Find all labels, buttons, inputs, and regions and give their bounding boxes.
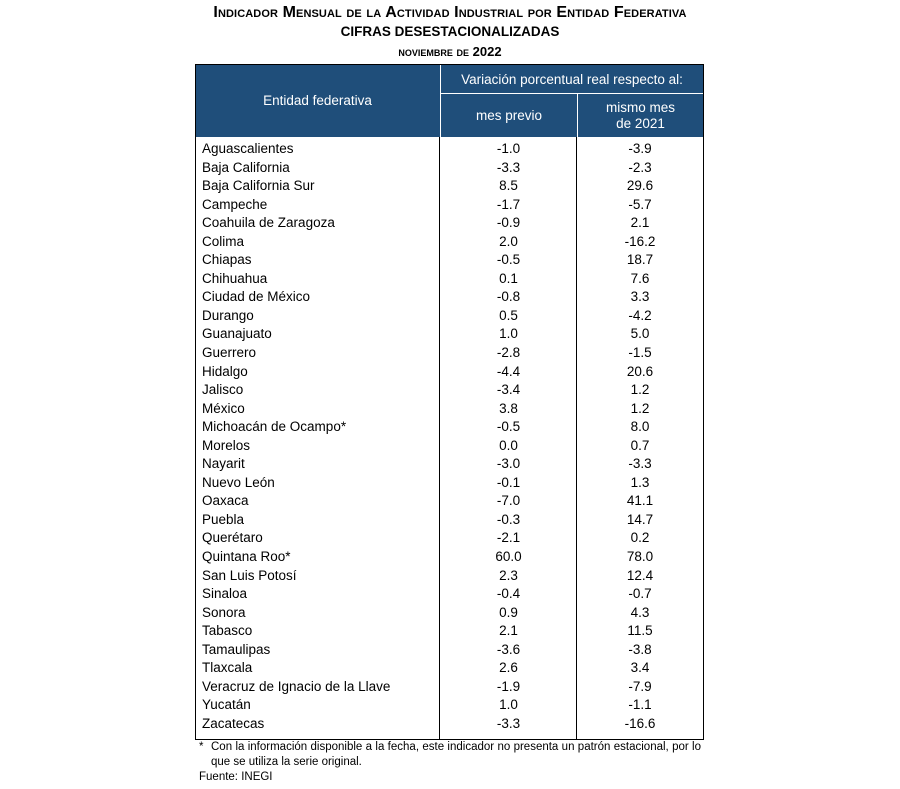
header-prev-month: mes previo [440, 94, 577, 137]
entity-cell: Chihuahua [202, 270, 268, 286]
same-month-cell: 1.3 [630, 474, 650, 490]
prev-month-cell: -3.6 [496, 641, 521, 657]
table-row [196, 641, 703, 660]
entity-cell: Oaxaca [202, 493, 249, 509]
entity-cell: Sinaloa [202, 586, 248, 602]
prev-month-cell: 0.1 [499, 270, 518, 286]
prev-month-cell: -3.3 [496, 159, 521, 175]
data-table [195, 64, 704, 740]
entity-cell: Coahuila de Zaragoza [202, 215, 335, 231]
footnote-text: Con la información disponible a la fecha, este indicador no presenta un patrón estacional, por lo que se utiliza la serie original. [211, 741, 701, 768]
table-row [196, 196, 703, 215]
prev-month-cell: -1.0 [496, 141, 521, 156]
table-row [196, 567, 703, 586]
same-month-cell: -16.6 [624, 715, 656, 731]
prev-month-cell: 2.6 [499, 660, 518, 676]
table-row [196, 233, 703, 252]
entity-cell: Colima [202, 233, 245, 249]
same-month-cell: 29.6 [626, 178, 654, 194]
same-month-cell: 3.3 [630, 289, 650, 305]
same-month-cell: 1.2 [630, 400, 650, 416]
same-month-cell: -16.2 [624, 233, 656, 249]
entity-cell: Jalisco [202, 382, 244, 398]
prev-month-cell: 1.0 [499, 697, 518, 713]
entity-cell: Tamaulipas [202, 641, 271, 657]
table-row [196, 159, 703, 178]
table-row [196, 715, 703, 734]
table-header [196, 65, 703, 137]
header-variation-group: Variación porcentual real respecto al: [440, 65, 703, 94]
prev-month-cell: -7.0 [496, 493, 521, 509]
entity-cell: Tabasco [202, 623, 253, 639]
entity-cell: Zacatecas [202, 715, 265, 731]
prev-month-cell: -2.1 [496, 530, 521, 546]
table-row [196, 140, 703, 159]
header-same-month [577, 94, 703, 137]
prev-month-cell: 0.5 [499, 307, 518, 323]
prev-month-cell: -2.8 [496, 345, 521, 361]
entity-cell: Baja California [202, 159, 290, 175]
prev-month-cell: 0.9 [499, 604, 518, 620]
prev-month-cell: 1.0 [499, 326, 518, 342]
entity-cell: Tlaxcala [202, 660, 253, 676]
same-month-cell: 3.4 [630, 660, 650, 676]
same-month-cell: 41.1 [626, 493, 654, 509]
prev-month-cell: -0.5 [496, 252, 521, 268]
same-month-cell: 4.3 [630, 604, 650, 620]
same-month-cell: -1.5 [628, 345, 652, 361]
table-row [196, 177, 703, 196]
entity-cell: Hidalgo [202, 363, 248, 379]
prev-month-cell: -0.4 [496, 586, 521, 602]
same-month-cell: 78.0 [626, 549, 654, 565]
header-same-month-line2: de 2021 [616, 115, 665, 131]
table-row [196, 696, 703, 715]
prev-month-cell: -3.3 [496, 715, 521, 731]
entity-cell: México [202, 400, 245, 416]
header-same-month-line1: mismo mes [605, 99, 675, 115]
prev-month-cell: -0.3 [496, 511, 521, 527]
entity-cell: Yucatán [202, 697, 251, 713]
same-month-cell: -0.7 [628, 586, 652, 602]
table-body [196, 140, 703, 734]
table-row [196, 659, 703, 678]
entity-cell: Michoacán de Ocampo* [202, 419, 347, 435]
table-row [196, 529, 703, 548]
prev-month-cell: 2.1 [499, 623, 518, 639]
table-row [196, 678, 703, 697]
prev-month-cell: -0.9 [496, 215, 521, 231]
prev-month-cell: -3.4 [496, 382, 521, 398]
prev-month-cell: -3.0 [496, 456, 521, 472]
prev-month-cell: 3.8 [499, 400, 518, 416]
same-month-cell: -3.3 [628, 456, 652, 472]
entity-cell: Guanajuato [202, 326, 272, 342]
report-subtitle: CIFRAS DESESTACIONALIZADAS [340, 24, 560, 39]
table-row [196, 270, 703, 289]
entity-cell: Querétaro [202, 530, 263, 546]
table-row [196, 288, 703, 307]
same-month-cell: 18.7 [626, 252, 654, 268]
same-month-cell: 5.0 [630, 326, 650, 342]
same-month-cell: 14.7 [626, 511, 654, 527]
prev-month-cell: -1.7 [496, 196, 521, 212]
report-period: noviembre de 2022 [398, 44, 502, 59]
entity-cell: Baja California Sur [202, 178, 315, 194]
prev-month-cell: -1.9 [496, 678, 521, 694]
entity-cell: Sonora [202, 604, 246, 620]
table-row [196, 492, 703, 511]
prev-month-cell: -0.5 [496, 419, 521, 435]
prev-month-cell: 2.0 [499, 233, 518, 249]
footnote-mark: * [199, 741, 204, 753]
same-month-cell: 0.2 [630, 530, 650, 546]
table-row [196, 604, 703, 623]
table-row [196, 455, 703, 474]
same-month-cell: -3.8 [628, 641, 652, 657]
header-entity: Entidad federativa [263, 92, 372, 108]
same-month-cell: 7.6 [630, 270, 650, 286]
table-row [196, 548, 703, 567]
prev-month-cell: -0.1 [496, 474, 521, 490]
entity-cell: Guerrero [202, 345, 257, 361]
table-row [196, 363, 703, 382]
same-month-cell: -4.2 [628, 307, 652, 323]
same-month-cell: 8.0 [630, 419, 650, 435]
prev-month-cell: 60.0 [495, 549, 522, 565]
table-row [196, 381, 703, 400]
entity-cell: Quintana Roo* [202, 549, 291, 565]
source-note: Fuente: INEGI [199, 771, 273, 783]
table-row [196, 307, 703, 326]
same-month-cell: 0.7 [630, 437, 650, 453]
entity-cell: Durango [202, 307, 254, 323]
entity-cell: Nuevo León [202, 474, 275, 490]
same-month-cell: -5.7 [628, 196, 652, 212]
same-month-cell: 11.5 [627, 623, 653, 639]
table-row [196, 251, 703, 270]
same-month-cell: -1.1 [628, 697, 652, 713]
table-row [196, 437, 703, 456]
entity-cell: Puebla [202, 511, 245, 527]
same-month-cell: 12.4 [626, 567, 654, 583]
entity-cell: Veracruz de Ignacio de la Llave [202, 678, 391, 694]
same-month-cell: -2.3 [628, 159, 652, 175]
table-row [196, 400, 703, 419]
table-row [196, 325, 703, 344]
same-month-cell: 2.1 [630, 215, 650, 231]
same-month-cell: -3.9 [628, 141, 652, 156]
table-row [196, 474, 703, 493]
entity-cell: Nayarit [202, 456, 245, 472]
prev-month-cell: 8.5 [499, 178, 518, 194]
prev-month-cell: 0.0 [499, 437, 518, 453]
same-month-cell: -7.9 [628, 678, 652, 694]
table-row [196, 214, 703, 233]
entity-cell: Chiapas [202, 252, 252, 268]
table-row [196, 585, 703, 604]
table-row [196, 344, 703, 363]
report-title: Indicador Mensual de la Actividad Industrial por Entidad Federativa [213, 4, 687, 21]
entity-cell: San Luis Potosí [202, 567, 297, 583]
entity-cell: Campeche [202, 196, 268, 212]
prev-month-cell: -4.4 [496, 363, 521, 379]
entity-cell: Ciudad de México [202, 289, 311, 305]
table-row [196, 418, 703, 437]
entity-cell: Aguascalientes [202, 141, 294, 156]
prev-month-cell: -0.8 [496, 289, 521, 305]
same-month-cell: 20.6 [626, 363, 654, 379]
same-month-cell: 1.2 [630, 382, 650, 398]
prev-month-cell: 2.3 [499, 567, 518, 583]
table-row [196, 622, 703, 641]
entity-cell: Morelos [202, 437, 251, 453]
table-row [196, 511, 703, 530]
